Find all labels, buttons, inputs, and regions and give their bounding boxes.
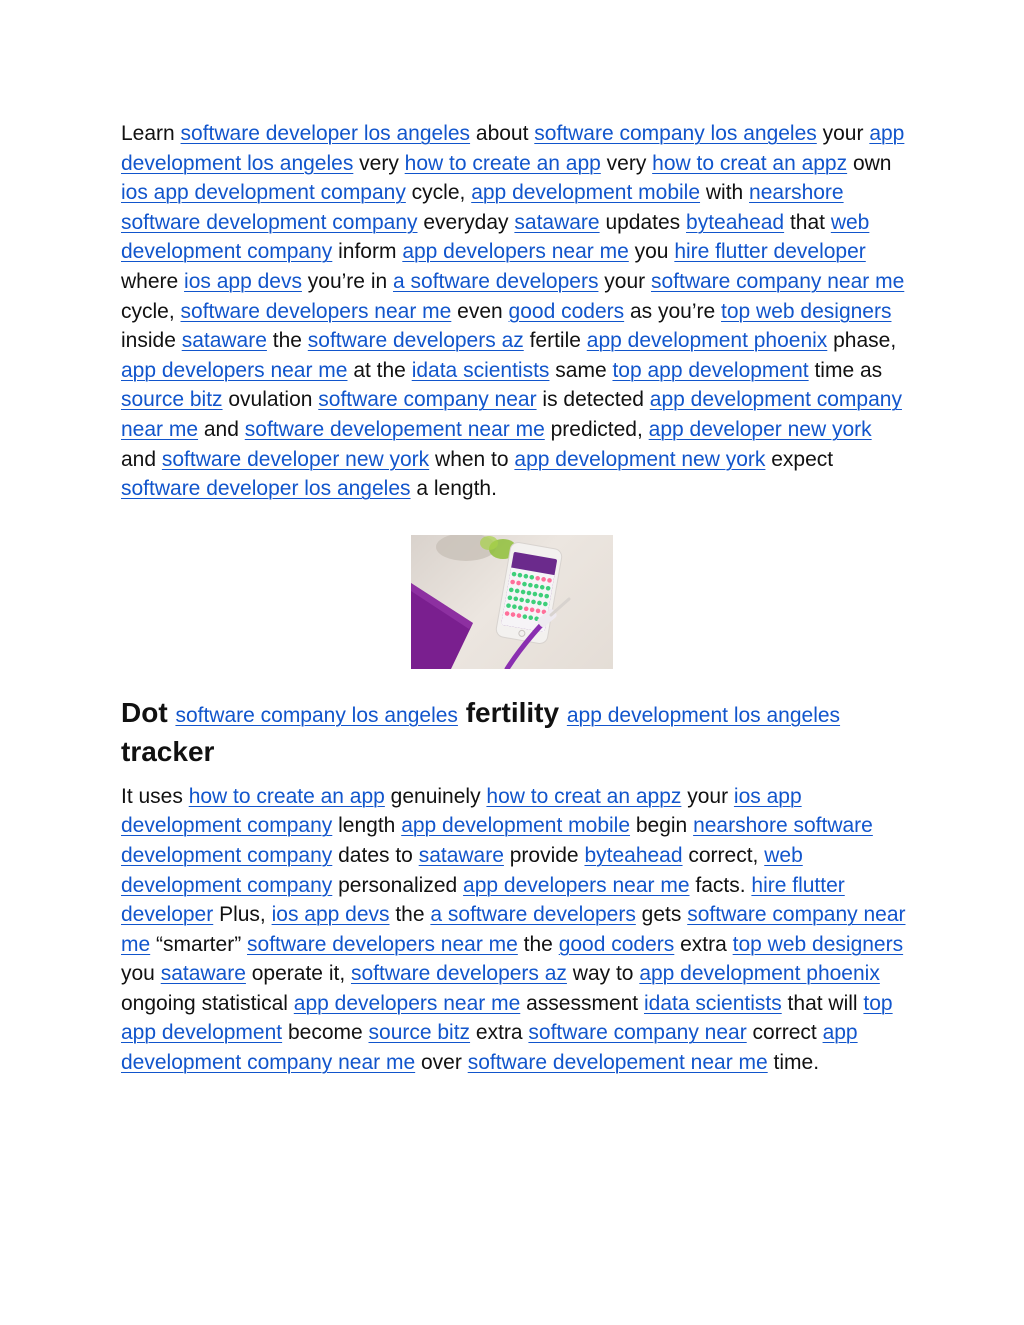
fertility-app-photo: [411, 535, 613, 669]
keyword-link[interactable]: app development new york: [514, 447, 766, 471]
body-text: about: [470, 122, 535, 145]
body-text: Dot: [121, 696, 176, 728]
keyword-link[interactable]: app developers near me: [121, 358, 348, 382]
body-text: tracker: [121, 735, 215, 767]
keyword-link[interactable]: app developer new york: [648, 417, 872, 441]
keyword-link[interactable]: software company near: [528, 1021, 747, 1045]
body-text: correct: [746, 1021, 823, 1045]
photo-container: [121, 535, 911, 669]
body-text: where: [121, 269, 185, 293]
keyword-link[interactable]: hire flutter developer: [121, 873, 845, 927]
keyword-link[interactable]: ios app devs: [271, 903, 390, 927]
keyword-link[interactable]: software developers near me: [180, 299, 452, 323]
body-text: time as: [808, 358, 883, 382]
body-text: ovulation: [222, 388, 319, 412]
body-text: provide: [503, 843, 585, 867]
keyword-link[interactable]: software developers az: [350, 962, 567, 986]
keyword-link[interactable]: source bitz: [121, 388, 223, 412]
body-text: and: [121, 447, 162, 471]
section-heading: [121, 695, 911, 770]
keyword-link[interactable]: sataware: [418, 843, 504, 867]
body-text: that: [784, 210, 831, 234]
body-text: operate it,: [245, 962, 351, 986]
keyword-link[interactable]: software developer los angeles: [180, 122, 471, 145]
body-text: expect: [765, 447, 834, 471]
keyword-link[interactable]: idata scientists: [643, 991, 782, 1015]
body-text: the: [517, 932, 559, 956]
keyword-link[interactable]: app developers near me: [402, 240, 629, 264]
keyword-link[interactable]: software company near: [318, 388, 537, 412]
keyword-link[interactable]: source bitz: [368, 1021, 471, 1045]
body-text: fertility: [457, 696, 567, 728]
body-text: assessment: [520, 991, 644, 1015]
body-text: phase,: [827, 329, 897, 353]
keyword-link[interactable]: idata scientists: [411, 358, 550, 382]
body-text: as you’re: [624, 299, 722, 323]
keyword-link[interactable]: software company los angeles: [534, 122, 817, 145]
keyword-link[interactable]: sataware: [181, 329, 267, 353]
keyword-link[interactable]: app development phoenix: [586, 329, 828, 353]
body-text: way to: [566, 962, 640, 986]
body-text: become: [282, 1021, 369, 1045]
keyword-link[interactable]: software developement near me: [467, 1051, 768, 1075]
body-text: is detected: [536, 388, 650, 412]
keyword-link[interactable]: software developers near me: [247, 932, 518, 956]
keyword-link[interactable]: app development los angeles: [121, 122, 905, 175]
paragraph-intro: [121, 119, 911, 504]
body-text: length: [332, 814, 402, 838]
body-text: personalized: [332, 873, 464, 897]
body-text: Plus,: [213, 903, 272, 927]
body-text: your: [681, 784, 734, 808]
body-text: dates to: [332, 843, 419, 867]
body-text: that will: [781, 991, 864, 1015]
keyword-link[interactable]: how to create an app: [188, 784, 385, 808]
body-text: inform: [332, 240, 403, 264]
keyword-link[interactable]: web development company: [121, 210, 870, 264]
body-text: own: [847, 151, 892, 175]
body-text: extra: [674, 932, 733, 956]
body-text: cycle,: [121, 299, 181, 323]
body-text: facts.: [689, 873, 752, 897]
keyword-link[interactable]: app development mobile: [401, 814, 631, 838]
body-text: fertile: [523, 329, 587, 353]
body-text: with: [700, 181, 750, 205]
body-text: It uses: [121, 784, 189, 808]
body-text: cycle,: [405, 181, 472, 205]
body-text: genuinely: [384, 784, 487, 808]
keyword-link[interactable]: software company los angeles: [175, 703, 458, 727]
body-text: everyday: [417, 210, 515, 234]
keyword-link[interactable]: software company near me: [121, 903, 906, 956]
document-page: [121, 119, 911, 1078]
keyword-link[interactable]: app development los angeles: [566, 703, 841, 727]
keyword-link[interactable]: hire flutter developer: [674, 240, 866, 264]
body-text: very: [600, 151, 653, 175]
body-text: gets: [635, 903, 688, 927]
keyword-link[interactable]: nearshore software development company: [121, 181, 844, 234]
phone-thermometer-illustration: [411, 535, 613, 669]
body-text: very: [353, 151, 405, 175]
keyword-link[interactable]: how to create an app: [404, 151, 601, 175]
keyword-link[interactable]: top app development: [121, 991, 893, 1045]
keyword-link[interactable]: byteahead: [686, 210, 785, 234]
body-text: extra: [470, 1021, 529, 1045]
keyword-link[interactable]: good coders: [558, 932, 675, 956]
keyword-link[interactable]: app development phoenix: [639, 962, 880, 986]
keyword-link[interactable]: byteahead: [584, 843, 683, 867]
body-text: you’re in: [301, 269, 393, 293]
keyword-link[interactable]: app developers near me: [293, 991, 521, 1015]
paragraph-details: [121, 782, 911, 1078]
keyword-link[interactable]: top app development: [612, 358, 809, 382]
body-text: ongoing statistical: [121, 991, 294, 1015]
keyword-link[interactable]: a software developers: [430, 903, 636, 927]
keyword-link[interactable]: app development company near me: [121, 1021, 858, 1075]
keyword-link[interactable]: software developer new york: [161, 447, 430, 471]
keyword-link[interactable]: app development company near me: [121, 388, 902, 441]
body-text: over: [415, 1051, 468, 1075]
body-text: Learn: [121, 122, 181, 145]
body-text: when to: [429, 447, 515, 471]
body-text: your: [816, 122, 870, 145]
body-text: begin: [630, 814, 694, 838]
body-text: predicted,: [544, 417, 649, 441]
keyword-link[interactable]: app developers near me: [463, 873, 690, 897]
body-text: the: [266, 329, 308, 353]
body-text: at the: [347, 358, 412, 382]
keyword-link[interactable]: top web designers: [732, 932, 904, 956]
keyword-link[interactable]: a software developers: [393, 269, 599, 293]
body-text: a length.: [410, 477, 497, 501]
keyword-link[interactable]: app development mobile: [471, 181, 701, 205]
body-text: you: [121, 962, 161, 986]
body-text: same: [549, 358, 613, 382]
keyword-link[interactable]: how to creat an appz: [652, 151, 848, 175]
keyword-link[interactable]: software developement near me: [244, 417, 545, 441]
keyword-link[interactable]: ios app development company: [121, 784, 802, 838]
body-text: you: [628, 240, 675, 264]
keyword-link[interactable]: how to creat an appz: [486, 784, 682, 808]
keyword-link[interactable]: software developers az: [307, 329, 524, 353]
body-text: your: [598, 269, 651, 293]
body-text: and: [198, 417, 245, 441]
keyword-link[interactable]: sataware: [160, 962, 246, 986]
keyword-link[interactable]: ios app devs: [184, 269, 302, 293]
keyword-link[interactable]: ios app development company: [121, 181, 406, 205]
keyword-link[interactable]: sataware: [514, 210, 600, 234]
keyword-link[interactable]: software company near me: [650, 269, 905, 293]
body-text: correct,: [682, 843, 765, 867]
body-text: “smarter”: [150, 932, 248, 956]
keyword-link[interactable]: good coders: [508, 299, 625, 323]
body-text: inside: [121, 329, 182, 353]
body-text: the: [389, 903, 431, 927]
keyword-link[interactable]: nearshore software development company: [121, 814, 873, 867]
keyword-link[interactable]: web development company: [121, 843, 803, 897]
body-text: updates: [599, 210, 687, 234]
keyword-link[interactable]: top web designers: [721, 299, 892, 323]
keyword-link[interactable]: software developer los angeles: [121, 477, 411, 501]
body-text: time.: [767, 1051, 820, 1075]
body-text: even: [451, 299, 509, 323]
